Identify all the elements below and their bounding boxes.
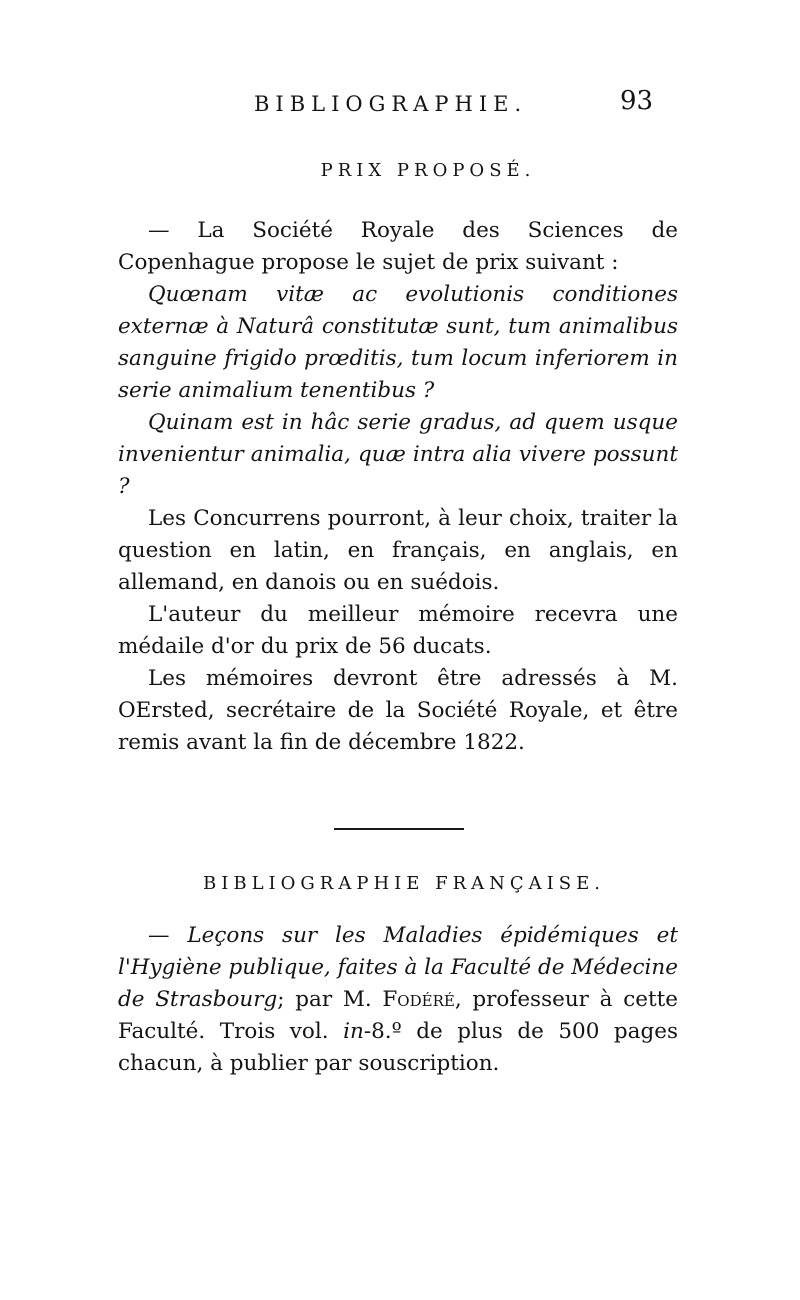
paragraph-submission: Les mémoires devront être adressés à M. OErsted, secrétaire de la Société Royale, et être remis avant la fin de décembre 1822. (118, 666, 678, 755)
prize-text-block (118, 215, 678, 759)
bibliography-text-block (118, 920, 678, 1080)
paragraph-languages: Les Concurrens pourront, à leur choix, traiter la question en latin, en français, en anglais, en allemand, en danois ou en suédois. (118, 506, 678, 595)
entry-title: Leçons sur les Maladies épidémiques et l'Hygiène publique, faites à la Faculté de Médecine de Strasbourg (118, 923, 678, 1012)
section-heading-bibliography: BIBLIOGRAPHIE FRANÇAISE. (203, 873, 605, 894)
entry-after-author: , professeur à cette Faculté. Trois vol. (118, 987, 678, 1044)
paragraph-latin-question-1: Quœnam vitæ ac evolutionis conditiones externæ à Naturâ constitutæ sunt, tum animalibus sanguine frigido prœditis, tum locum inferiorem in serie animalium tenentibus ? (118, 282, 678, 403)
paragraph-latin-question-2: Quinam est in hâc serie gradus, ad quem usque invenientur animalia, quæ intra alia vivere possunt ? (118, 410, 678, 499)
entry-format: in (343, 1019, 364, 1044)
running-head: BIBLIOGRAPHIE. (254, 92, 528, 116)
entry-author: Fodéré (382, 987, 455, 1012)
page-number: 93 (620, 86, 654, 116)
entry-format-rest: -8.º de plus de 500 pages chacun, à publier par souscription. (118, 1019, 678, 1076)
paragraph-reward: L'auteur du meilleur mémoire recevra une médaile d'or du prix de 56 ducats. (118, 602, 678, 659)
entry-by: ; par M. (277, 987, 383, 1012)
section-heading-prize: PRIX PROPOSÉ. (320, 160, 536, 181)
entry-dash: — (148, 923, 188, 948)
paragraph-intro: — La Société Royale des Sciences de Copenhague propose le sujet de prix suivant : (118, 218, 678, 275)
section-divider (334, 828, 464, 830)
bibliography-entry (118, 920, 678, 1080)
